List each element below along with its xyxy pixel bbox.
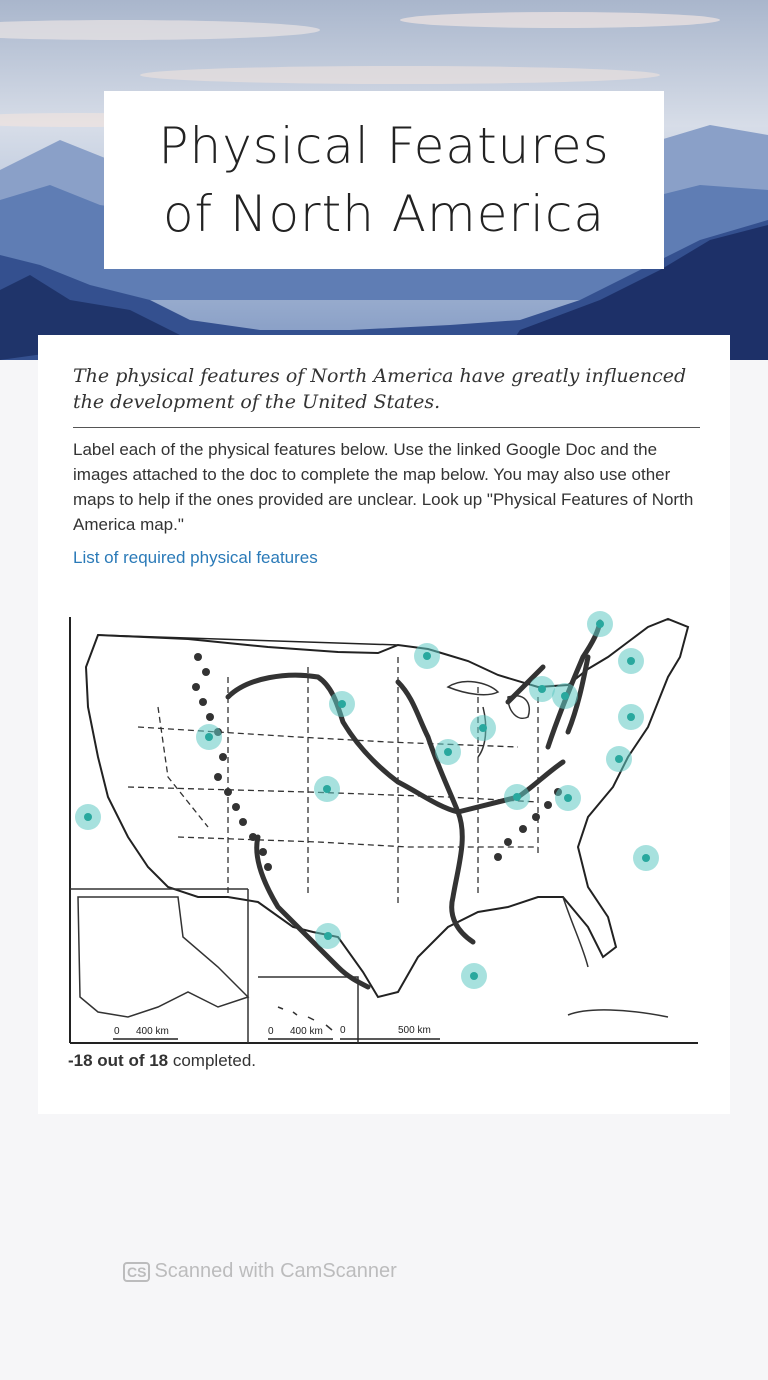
scale-label: 0	[114, 1026, 120, 1037]
page-title	[158, 112, 609, 248]
label-hotspot[interactable]	[587, 611, 613, 637]
label-hotspot[interactable]	[618, 648, 644, 674]
label-hotspot[interactable]	[618, 704, 644, 730]
camscanner-watermark	[123, 1260, 397, 1283]
completion-suffix: completed.	[168, 1051, 257, 1070]
label-hotspot[interactable]	[633, 845, 659, 871]
scale-label: 400 km	[136, 1026, 169, 1037]
scale-label: 0	[268, 1026, 274, 1037]
title-box	[104, 91, 664, 269]
required-features-link[interactable]: List of required physical features	[73, 548, 318, 567]
watermark-text: Scanned with CamScanner	[154, 1260, 397, 1282]
label-hotspot[interactable]	[315, 923, 341, 949]
header-banner	[0, 0, 768, 360]
content-card	[38, 335, 730, 1282]
camscanner-logo-icon: CS	[123, 1262, 150, 1282]
divider	[73, 427, 700, 428]
label-hotspot[interactable]	[414, 643, 440, 669]
scale-label: 0	[340, 1025, 346, 1036]
label-hotspot[interactable]	[196, 724, 222, 750]
completion-count: -18 out of 18	[68, 1051, 169, 1070]
map-image	[68, 597, 700, 1047]
intro-text: The physical features of North America have greatly influenced the development of the United States.	[73, 365, 687, 413]
label-hotspot[interactable]	[435, 739, 461, 765]
label-hotspot[interactable]	[329, 691, 355, 717]
scale-label: 400 km	[290, 1026, 323, 1037]
label-hotspot[interactable]	[461, 963, 487, 989]
completion-status	[68, 1051, 256, 1071]
label-hotspot[interactable]	[529, 676, 555, 702]
scale-label: 500 km	[398, 1025, 431, 1036]
label-hotspot[interactable]	[606, 746, 632, 772]
label-hotspot[interactable]	[504, 784, 530, 810]
label-hotspot[interactable]	[75, 804, 101, 830]
label-hotspot[interactable]	[552, 683, 578, 709]
label-hotspot[interactable]	[470, 715, 496, 741]
label-hotspot[interactable]	[555, 785, 581, 811]
title-line-2: of North America	[162, 185, 606, 243]
title-line-1: Physical Features	[158, 117, 610, 175]
instructions-text: Label each of the physical features below. Use the linked Google Doc and the images attached to the doc to complete the map below. You may also use other maps to help if the ones provided are unclear. Look up "Physical Features of North America map."	[73, 440, 694, 534]
label-hotspot[interactable]	[314, 776, 340, 802]
